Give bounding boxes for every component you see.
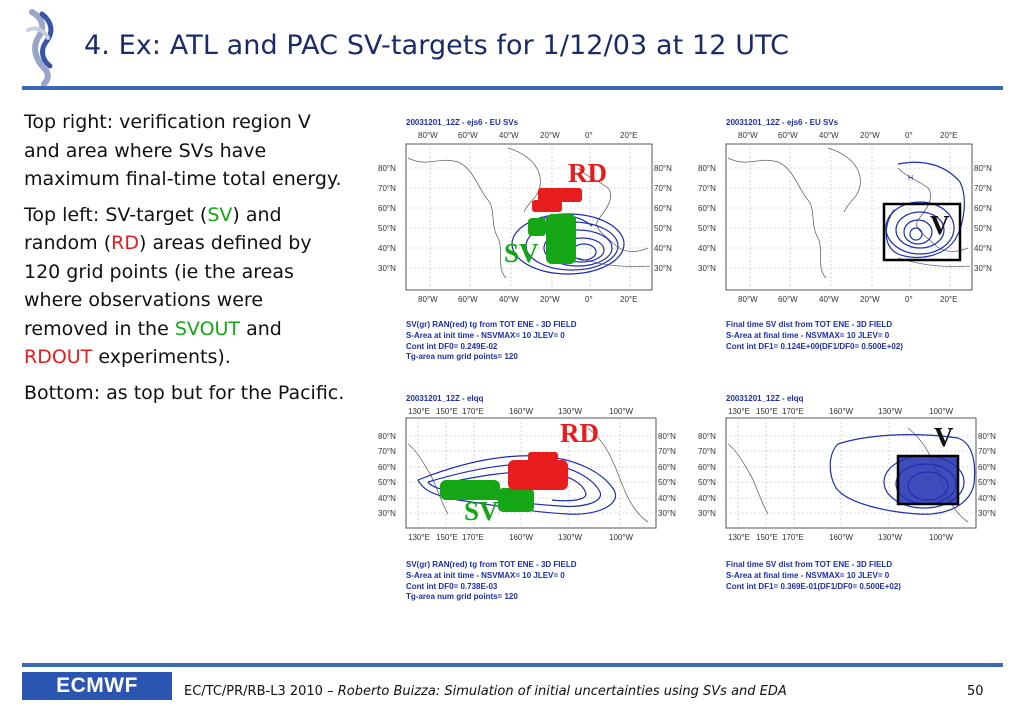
label-sv: SV: [464, 496, 499, 526]
panel-caption: [406, 560, 577, 603]
footer-divider: [22, 663, 1003, 667]
rdout-term: RDOUT: [24, 346, 93, 368]
lat-label: 80°N: [378, 432, 396, 441]
tick-label: 40°W: [819, 131, 839, 140]
caption-line: SV(gr) RAN(red) tg from TOT ENE - 3D FIELD: [406, 320, 577, 329]
lat-label: 60°N: [378, 204, 396, 213]
panel-header: 20031201_12Z - ejs6 - EU SVs: [406, 118, 519, 127]
lat-label: 40°N: [378, 244, 396, 253]
lat-label: 60°N: [378, 463, 396, 472]
tick-label: 170°E: [462, 407, 484, 416]
footer-ref: EC/TC/PR/RB-L3 2010 –: [184, 684, 338, 699]
lat-label: 80°N: [658, 432, 676, 441]
pac-init-map: [378, 404, 678, 544]
caption-line: Final time SV dist from TOT ENE - 3D FIELD: [726, 560, 893, 569]
tick-label: 130°W: [558, 533, 583, 542]
paragraph-top-right: Top right: verification region V and area where SVs have maximum final-time total energy.: [24, 111, 342, 190]
lat-label: 30°N: [978, 509, 996, 518]
label-sv: SV: [504, 238, 539, 268]
label-rd: RD: [560, 418, 599, 448]
lat-label: 70°N: [654, 184, 672, 193]
tick-label: 40°W: [499, 131, 519, 140]
text-seg: and: [240, 317, 282, 340]
lat-label: 60°N: [978, 463, 996, 472]
lat-label: 40°N: [378, 494, 396, 503]
panel-caption: [406, 320, 577, 363]
lat-label: 50°N: [378, 478, 396, 487]
atl-init-map: [378, 128, 678, 308]
label-v: V: [934, 422, 954, 452]
lat-label: 70°N: [378, 184, 396, 193]
page-number: 50: [967, 684, 984, 699]
tick-label: 80°W: [418, 295, 438, 304]
lat-label: 60°N: [698, 463, 716, 472]
tick-label: 20°W: [860, 295, 880, 304]
tick-label: 20°E: [620, 131, 638, 140]
tick-label: 130°E: [408, 533, 430, 542]
tick-label: 130°E: [728, 533, 750, 542]
text-seg: experiments).: [92, 346, 231, 368]
lat-label: 40°N: [658, 494, 676, 503]
lat-label: 50°N: [654, 224, 672, 233]
caption-line: Final time SV dist from TOT ENE - 3D FIELD: [726, 320, 893, 329]
tick-label: 60°W: [458, 131, 478, 140]
lat-label: 30°N: [378, 509, 396, 518]
lat-label: 50°N: [698, 224, 716, 233]
text-seg: ) areas defined by 120 grid points (ie the areas where observations were removed in the: [24, 232, 312, 340]
tick-label: 20°W: [540, 131, 560, 140]
lat-label: 40°N: [654, 244, 672, 253]
tick-label: 40°W: [499, 295, 519, 304]
tick-label: 0°: [905, 295, 913, 304]
atl-final-map: [698, 128, 998, 308]
tick-label: 0°: [585, 295, 593, 304]
lat-label: 70°N: [978, 447, 996, 456]
lat-label: 80°N: [654, 164, 672, 173]
tick-label: 150°E: [436, 533, 458, 542]
tick-label: 100°W: [609, 407, 634, 416]
tick-label: 20°W: [860, 131, 880, 140]
lat-label: 70°N: [698, 184, 716, 193]
tick-label: 100°W: [929, 533, 954, 542]
panel-header: 20031201_12Z - elqq: [406, 394, 484, 403]
tick-label: 160°W: [509, 407, 534, 416]
tick-label: 80°W: [418, 131, 438, 140]
tick-label: 130°E: [728, 407, 750, 416]
tick-label: 150°E: [756, 407, 778, 416]
tick-label: 80°W: [738, 131, 758, 140]
panel-header: 20031201_12Z - ejs6 - EU SVs: [726, 118, 839, 127]
lat-label: 80°N: [698, 164, 716, 173]
lat-label: 50°N: [658, 478, 676, 487]
tick-label: 0°: [585, 131, 593, 140]
caption-line: Tg-area num grid points= 120: [406, 592, 518, 602]
map-panel-atl-final: [698, 116, 998, 366]
caption-line: S-Area at init time - NSVMAX= 10 JLEV= 0: [406, 330, 565, 340]
lat-label: 80°N: [974, 164, 992, 173]
tick-label: 130°W: [878, 407, 903, 416]
map-panel-atl-init: [378, 116, 678, 366]
tick-label: 160°W: [829, 407, 854, 416]
lat-label: 30°N: [698, 264, 716, 273]
footer-citation: [184, 684, 787, 699]
lat-label: 70°N: [698, 447, 716, 456]
lat-label: 70°N: [974, 184, 992, 193]
lat-label: 40°N: [698, 494, 716, 503]
map-panel-pac-init: [378, 392, 678, 608]
tick-label: 20°E: [940, 131, 958, 140]
slide-title: 4. Ex: ATL and PAC SV-targets for 1/12/03 at 12 UTC: [84, 30, 790, 61]
caption-line: S-Area at init time - NSVMAX= 10 JLEV= 0: [406, 570, 565, 580]
pac-final-map: [698, 404, 1003, 544]
tick-label: 80°W: [738, 295, 758, 304]
tick-label: 160°W: [509, 533, 534, 542]
tick-label: 130°W: [558, 407, 583, 416]
caption-line: S-Area at final time - NSVMAX= 10 JLEV= 0: [726, 330, 890, 340]
panel-caption: [726, 320, 903, 352]
rd-term: RD: [111, 232, 139, 254]
paragraph-top-left: [24, 201, 349, 372]
lat-label: 30°N: [658, 509, 676, 518]
tick-label: 150°E: [756, 533, 778, 542]
lat-label: 60°N: [698, 204, 716, 213]
lat-label: 80°N: [378, 164, 396, 173]
tick-label: 100°W: [609, 533, 634, 542]
caption-line: Cont int DF0= 0.738E-03: [406, 581, 498, 591]
lat-label: 40°N: [698, 244, 716, 253]
high-pressure-marker: H: [908, 175, 914, 182]
tick-label: 130°W: [878, 533, 903, 542]
tick-label: 150°E: [436, 407, 458, 416]
ecmwf-swirl-logo-icon: [24, 8, 64, 86]
lat-label: 30°N: [974, 264, 992, 273]
lat-label: 50°N: [378, 224, 396, 233]
panel-header: 20031201_12Z - elqq: [726, 394, 804, 403]
tick-label: 0°: [905, 131, 913, 140]
label-rd: RD: [568, 158, 607, 188]
tick-label: 40°W: [819, 295, 839, 304]
caption-line: SV(gr) RAN(red) tg from TOT ENE - 3D FIELD: [406, 560, 577, 569]
map-panel-pac-final: [698, 392, 1003, 608]
text-seg: Top left: SV-target (: [24, 203, 208, 226]
tick-label: 20°E: [620, 295, 638, 304]
footer-author-title: Roberto Buizza: Simulation of initial uncertainties using SVs and EDA: [337, 684, 787, 699]
text-seg: ) and random (: [24, 203, 282, 254]
lat-label: 70°N: [658, 447, 676, 456]
label-v: V: [930, 210, 950, 240]
lat-label: 70°N: [378, 447, 396, 456]
caption-line: Cont int DF1= 0.369E-01(DF1/DF0= 0.500E+02): [726, 581, 901, 591]
tick-label: 170°E: [782, 533, 804, 542]
lat-label: 60°N: [658, 463, 676, 472]
caption-line: Cont int DF0= 0.249E-02: [406, 341, 498, 351]
svout-term: SVOUT: [174, 317, 241, 340]
lat-label: 60°N: [974, 204, 992, 213]
tick-label: 60°W: [458, 295, 478, 304]
lat-label: 50°N: [974, 224, 992, 233]
paragraph-bottom: Bottom: as top but for the Pacific.: [24, 381, 345, 404]
tick-label: 160°W: [829, 533, 854, 542]
lat-label: 30°N: [654, 264, 672, 273]
body-text: [24, 108, 349, 414]
tick-label: 170°E: [782, 407, 804, 416]
lat-label: 60°N: [654, 204, 672, 213]
lat-label: 30°N: [698, 509, 716, 518]
tick-label: 20°W: [540, 295, 560, 304]
sv-term: SV: [207, 203, 233, 226]
lat-label: 40°N: [978, 494, 996, 503]
lat-label: 40°N: [974, 244, 992, 253]
lat-label: 80°N: [698, 432, 716, 441]
tick-label: 60°W: [778, 131, 798, 140]
tick-label: 60°W: [778, 295, 798, 304]
lat-label: 30°N: [378, 264, 396, 273]
title-divider: [22, 86, 1003, 90]
ecmwf-logo: ECMWF: [22, 672, 172, 700]
tick-label: 170°E: [462, 533, 484, 542]
lat-label: 50°N: [698, 478, 716, 487]
panel-caption: [726, 560, 901, 592]
lat-label: 80°N: [978, 432, 996, 441]
lat-label: 50°N: [978, 478, 996, 487]
tick-label: 20°E: [940, 295, 958, 304]
tick-label: 130°E: [408, 407, 430, 416]
caption-line: Tg-area num grid points= 120: [406, 352, 518, 362]
caption-line: Cont int DF1= 0.124E+00(DF1/DF0= 0.500E+02): [726, 341, 903, 351]
caption-line: S-Area at final time - NSVMAX= 10 JLEV= 0: [726, 570, 890, 580]
tick-label: 100°W: [929, 407, 954, 416]
